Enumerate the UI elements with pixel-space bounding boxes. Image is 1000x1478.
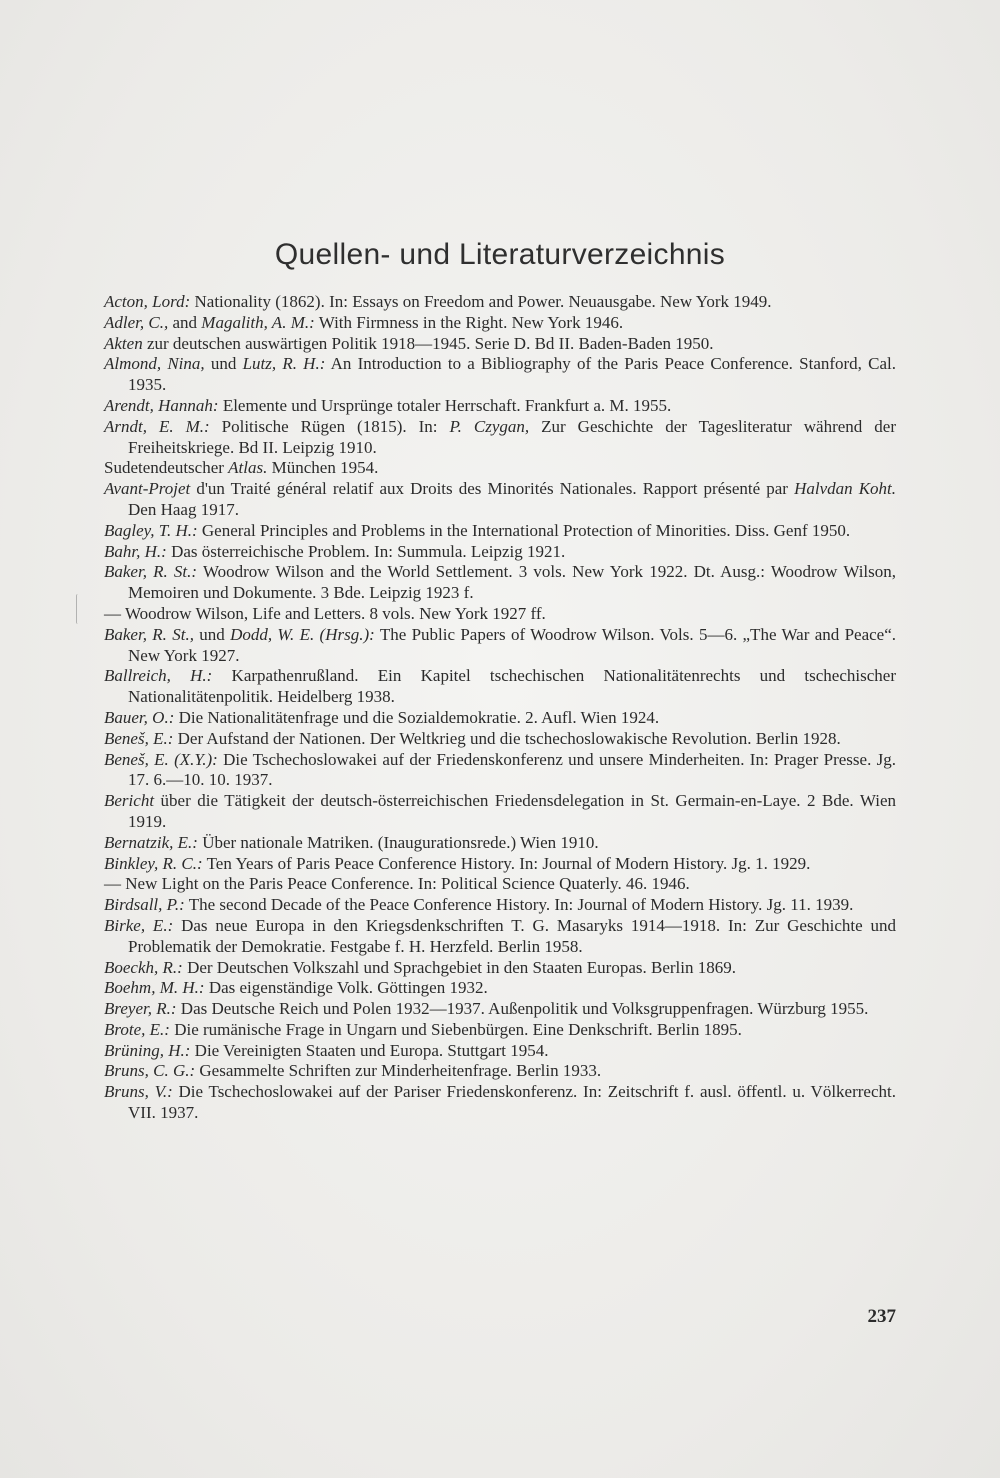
bibliography-entry [104,417,896,459]
bibliography-entry [104,1041,896,1062]
entry-text: Die rumänische Frage in Ungarn und Siebenbürgen. Eine Denkschrift. Berlin 1895. [169,1019,742,1039]
entry-author-or-title: Dodd, W. E. (Hrsg.): [230,624,375,644]
bibliography-entry [104,916,896,958]
entry-text: über die Tätigkeit der deutsch-österreichischen Friedensdelegation in St. Germain-en-Laye. 2 Bde. Wien 1919. [128,791,896,831]
bibliography-entry [104,1082,896,1124]
entry-author-or-title: Avant-Projet [104,479,191,499]
entry-text: Die Nationalitätenfrage und die Sozialdemokratie. 2. Aufl. Wien 1924. [174,707,660,727]
entry-author-or-title: Baker, R. St., [104,624,194,644]
bibliography-entry [104,292,896,313]
entry-text: Der Aufstand der Nationen. Der Weltkrieg und die tschechoslowakische Revolution. Berlin 1928. [173,728,841,748]
bibliography-entry [104,708,896,729]
entry-author-or-title: Binkley, R. C.: [104,853,203,873]
entry-author-or-title: Atlas. [228,458,268,478]
entry-text: und [193,624,231,644]
entry-author-or-title: Bagley, T. H.: [104,520,198,540]
margin-pencil-mark [76,594,80,624]
bibliography-entry [104,854,896,875]
bibliography-entry [104,750,896,792]
bibliography-entry [104,625,896,667]
entry-text: Woodrow Wilson and the World Settlement. 3 vols. New York 1922. Dt. Ausg.: Woodrow Wilson, Memoiren und Dokumente. 3 Bde. Leipzig 1923 f. [128,562,897,603]
entry-text: Elemente und Ursprünge totaler Herrschaft. Frankfurt a. M. 1955. [218,395,672,415]
bibliography-entry [104,604,896,625]
entry-text: zur deutschen auswärtigen Politik 1918—1945. Serie D. Bd II. Baden-Baden 1950. [142,333,714,353]
bibliography-entry [104,479,896,521]
entry-author-or-title: Almond, Nina, [104,354,205,374]
entry-author-or-title: Baker, R. St.: [104,562,198,582]
bibliography-list [104,292,896,1124]
entry-author-or-title: Birke, E.: [104,915,174,935]
entry-text: Die Tschechoslowakei auf der Pariser Friedenskonferenz. In: Zeitschrift f. ausl. öffentl. u. Völkerrecht. VII. 1937. [128,1082,896,1123]
entry-text: Gesammelte Schriften zur Minderheitenfrage. Berlin 1933. [195,1061,602,1081]
bibliography-entry [104,978,896,999]
entry-author-or-title: Bruns, C. G.: [104,1061,196,1081]
entry-author-or-title: Arndt, E. M.: [104,416,210,436]
entry-text: Ten Years of Paris Peace Conference History. In: Journal of Modern History. Jg. 1. 1929. [202,853,811,873]
bibliography-entry [104,729,896,750]
entry-text: Politische Rügen (1815). In: [209,416,450,436]
entry-text: Das neue Europa in den Kriegsdenkschriften T. G. Masaryks 1914—1918. In: Zur Geschichte und Problematik der Demokratie. Festgabe f. H. Herzfeld. Berlin 1958. [128,915,897,956]
entry-author-or-title: Brüning, H.: [104,1040,191,1060]
entry-text: und [204,354,243,374]
bibliography-entry [104,313,896,334]
bibliography-entry [104,562,896,604]
entry-text: Karpathenrußland. Ein Kapitel tschechischen Nationalitätenrechts und tschechischer Nationalitätenpolitik. Heidelberg 1938. [128,666,896,707]
bibliography-entry [104,542,896,563]
entry-author-or-title: P. Czygan, [449,416,530,436]
entry-author-or-title: Bahr, H.: [104,541,167,561]
entry-text: Den Haag 1917. [128,499,239,519]
entry-author-or-title: Arendt, Hannah: [104,395,219,415]
entry-text: München 1954. [267,458,379,478]
bibliography-entry [104,999,896,1020]
entry-text: Sudetendeutscher [104,458,229,478]
entry-text: Nationality (1862). In: Essays on Freedom and Power. Neuausgabe. New York 1949. [190,292,772,311]
entry-author-or-title: Beneš, E.: [104,728,174,748]
bibliography-entry [104,833,896,854]
entry-author-or-title: Bernatzik, E.: [104,832,198,852]
entry-text: Die Vereinigten Staaten und Europa. Stuttgart 1954. [190,1040,549,1060]
bibliography-entry [104,666,896,708]
entry-text: — Woodrow Wilson, Life and Letters. 8 vols. New York 1927 ff. [104,603,546,623]
bibliography-entry [104,874,896,895]
bibliography-entry [104,1061,896,1082]
entry-text: Das Deutsche Reich und Polen 1932—1937. Außenpolitik und Volksgruppenfragen. Würzburg 1955. [176,999,869,1019]
entry-author-or-title: Magalith, A. M.: [201,312,315,332]
bibliography-entry [104,354,896,396]
bibliography-entry [104,458,896,479]
entry-author-or-title: Beneš, E. (X.Y.): [104,749,218,769]
entry-author-or-title: Boehm, M. H.: [104,978,205,998]
entry-text: The Public Papers of Woodrow Wilson. Vols. 5—6. „The War and Peace“. New York 1927. [128,624,897,665]
bibliography-entry [104,895,896,916]
entry-author-or-title: Halvdan Koht. [794,479,897,499]
entry-text: Zur Geschichte der Tagesliteratur während der Freiheitskriege. Bd II. Leipzig 1910. [128,416,896,457]
entry-author-or-title: Lutz, R. H.: [242,354,326,374]
entry-author-or-title: Bericht [104,791,155,811]
bibliography-entry [104,521,896,542]
entry-text: With Firmness in the Right. New York 1946. [314,312,624,332]
page-title: Quellen- und Literaturverzeichnis [274,238,726,271]
bibliography-entry [104,958,896,979]
entry-text: Die Tschechoslowakei auf der Friedenskonferenz und unsere Minderheiten. In: Prager Presse. Jg. 17. 6.—10. 10. 1937. [128,749,896,790]
page-number: 237 [867,1306,896,1327]
entry-author-or-title: Acton, Lord: [104,292,191,311]
bibliography-entry [104,334,896,355]
entry-author-or-title: Ballreich, H.: [104,666,213,686]
entry-text: and [168,312,202,332]
entry-text: Der Deutschen Volkszahl und Sprachgebiet in den Staaten Europas. Berlin 1869. [182,957,736,977]
entry-text: — New Light on the Paris Peace Conference. In: Political Science Quaterly. 46. 1946. [104,874,690,894]
bibliography-entry [104,791,896,833]
entry-text: An Introduction to a Bibliography of the Paris Peace Conference. Stanford, Cal. 1935. [128,354,897,395]
entry-author-or-title: Bauer, O.: [104,707,175,727]
entry-text: Das österreichische Problem. In: Summula. Leipzig 1921. [166,541,566,561]
entry-text: The second Decade of the Peace Conference History. In: Journal of Modern History. Jg. 11. 1939. [184,895,854,915]
entry-text: General Principles and Problems in the International Protection of Minorities. Diss. Genf 1950. [197,520,851,540]
entry-author-or-title: Brote, E.: [104,1019,170,1039]
entry-author-or-title: Boeckh, R.: [104,957,183,977]
entry-author-or-title: Akten [104,333,143,353]
entry-text: d'un Traité général relatif aux Droits des Minorités Nationales. Rapport présenté par [190,479,795,499]
entry-author-or-title: Bruns, V.: [104,1082,173,1102]
bibliography-entry [104,396,896,417]
entry-text: Das eigenständige Volk. Göttingen 1932. [204,978,488,998]
entry-author-or-title: Breyer, R.: [104,999,177,1019]
bibliography-entry [104,1020,896,1041]
entry-text: Über nationale Matriken. (Inaugurationsrede.) Wien 1910. [197,832,599,852]
entry-author-or-title: Birdsall, P.: [104,895,185,915]
entry-author-or-title: Adler, C., [104,312,169,332]
